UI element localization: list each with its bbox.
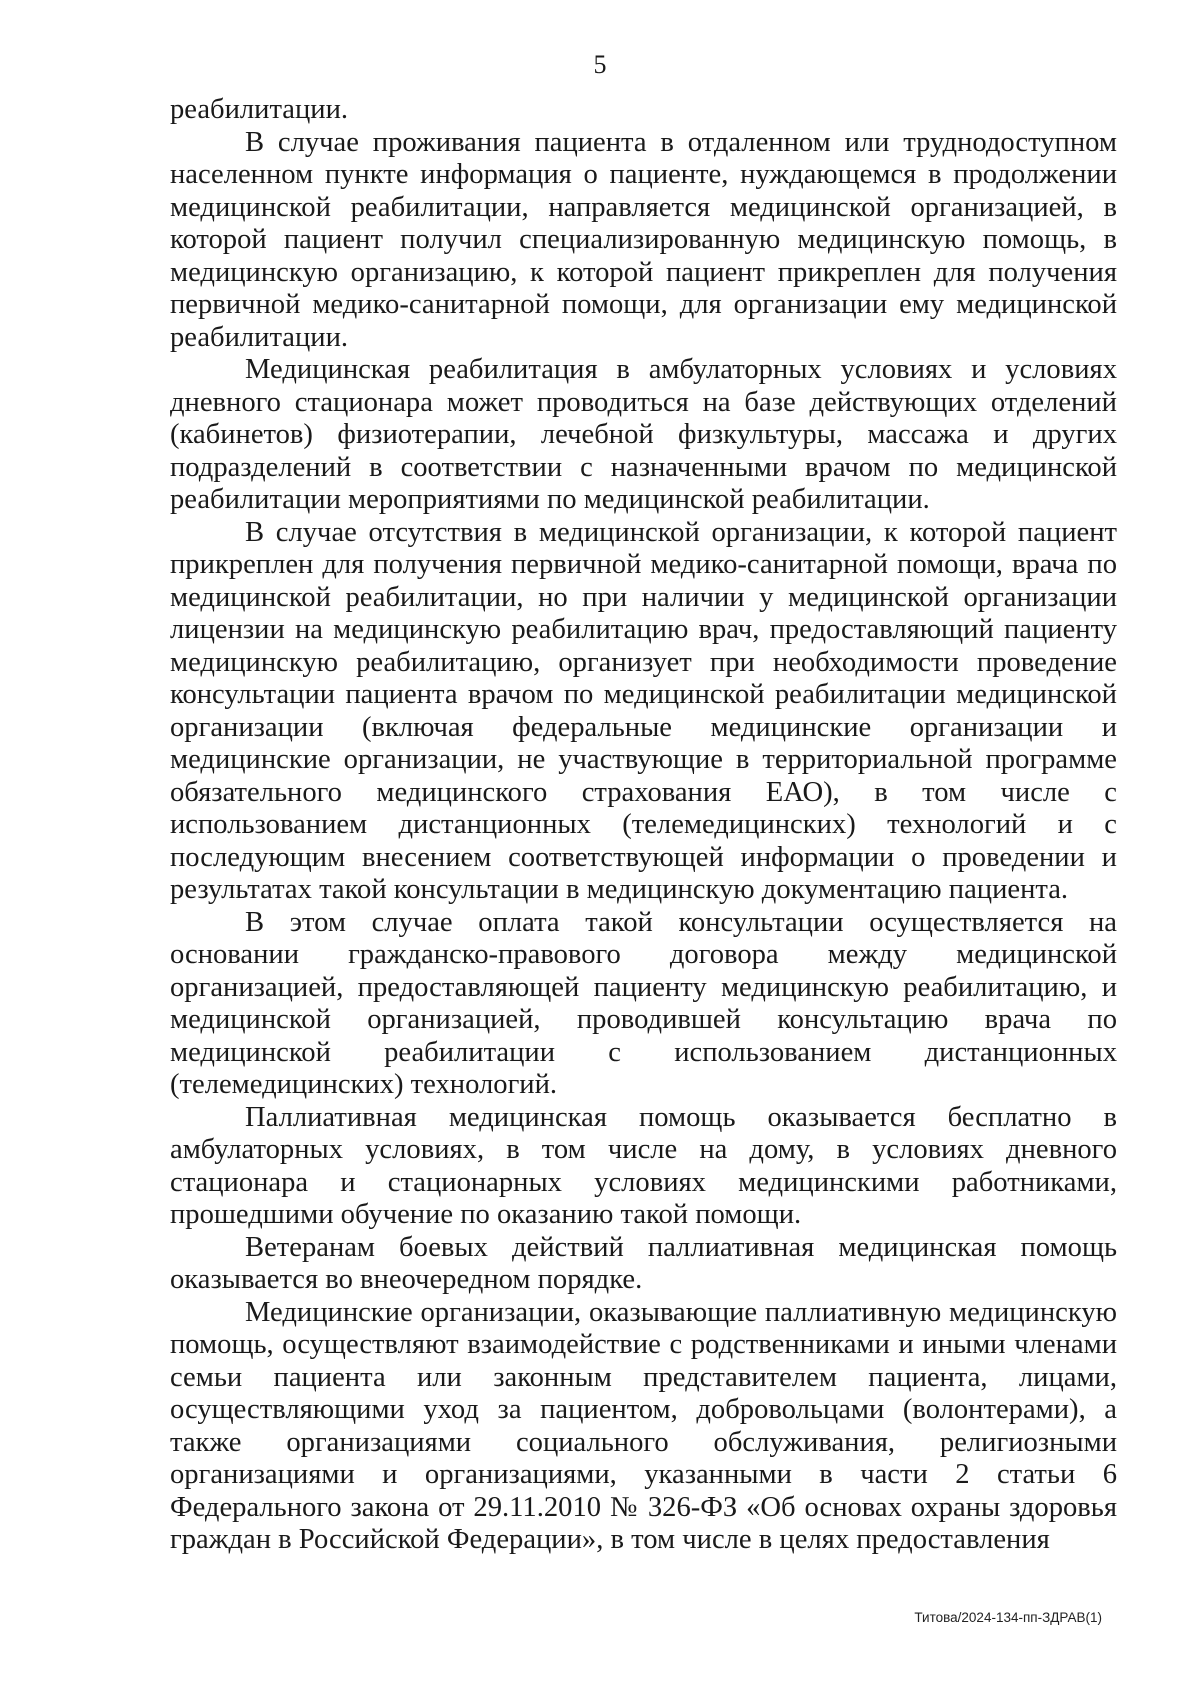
page-number: 5	[593, 50, 607, 79]
paragraph-continuation: реабилитации.	[170, 94, 349, 125]
paragraph-consultation: В случае отсутствия в медицинской организации, к которой пациент прикреплен для получения первичной медико-санитарной помощи, врача по медицинской реабилитации, но при наличии у медицинской организации лицензии на медицинскую реабилитацию врач, предоставляющий пациенту медицинскую реабилитацию, организует при необходимости проведение консультации пациента врачом по медицинской реабилитации медицинской организации (включая федеральные медицинские организации и медицинские организации, не участвующие в территориальной программе обязательного медицинского страхования ЕАО), в том числе с использованием дистанционных (телемедицинских) технологий и с последующим внесением соответствующей информации о проведении и результатах такой консультации в медицинскую документацию пациента.	[170, 516, 1117, 905]
document-code: Титова/2024-134-пп-ЗДРАВ(1)	[914, 1610, 1102, 1625]
paragraph-payment: В этом случае оплата такой консультации осуществляется на основании гражданско-правового договора между медицинской организацией, предоставляющей пациенту медицинскую реабилитацию, и медицинской организацией, проводившей консультацию врача по медицинской реабилитации с использованием дистанционных (телемедицинских) технологий.	[170, 906, 1117, 1100]
paragraph-veterans: Ветеранам боевых действий паллиативная медицинская помощь оказывается во внеочередном порядке.	[170, 1231, 1117, 1295]
paragraph-outpatient-rehab: Медицинская реабилитация в амбулаторных условиях и условиях дневного стационара может проводиться на базе действующих отделений (кабинетов) физиотерапии, лечебной физкультуры, массажа и других подразделений в соответствии с назначенными врачом по медицинской реабилитации мероприятиями по медицинской реабилитации.	[170, 354, 1117, 515]
document-body	[170, 94, 1117, 1557]
paragraph-remote-patients: В случае проживания пациента в отдаленном или труднодоступном населенном пункте информация о пациенте, нуждающемся в продолжении медицинской реабилитации, направляется медицинской организацией, в которой пациент получил специализированную медицинскую помощь, в медицинскую организацию, к которой пациент прикреплен для получения первичной медико-санитарной помощи, для организации ему медицинской реабилитации.	[170, 126, 1117, 353]
paragraph-interaction: Медицинские организации, оказывающие паллиативную медицинскую помощь, осуществляют взаимодействие с родственниками и иными членами семьи пациента или законным представителем пациента, лицами, осуществляющими уход за пациентом, добровольцами (волонтерами), а также организациями социального обслуживания, религиозными организациями и организациями, указанными в части 2 статьи 6 Федерального закона от 29.11.2010 № 326-ФЗ «Об основах охраны здоровья граждан в Российской Федерации», в том числе в целях предоставления	[170, 1296, 1117, 1555]
paragraph-palliative-care: Паллиативная медицинская помощь оказывается бесплатно в амбулаторных условиях, в том числе на дому, в условиях дневного стационара и стационарных условиях медицинскими работниками, прошедшими обучение по оказанию такой помощи.	[170, 1101, 1117, 1230]
